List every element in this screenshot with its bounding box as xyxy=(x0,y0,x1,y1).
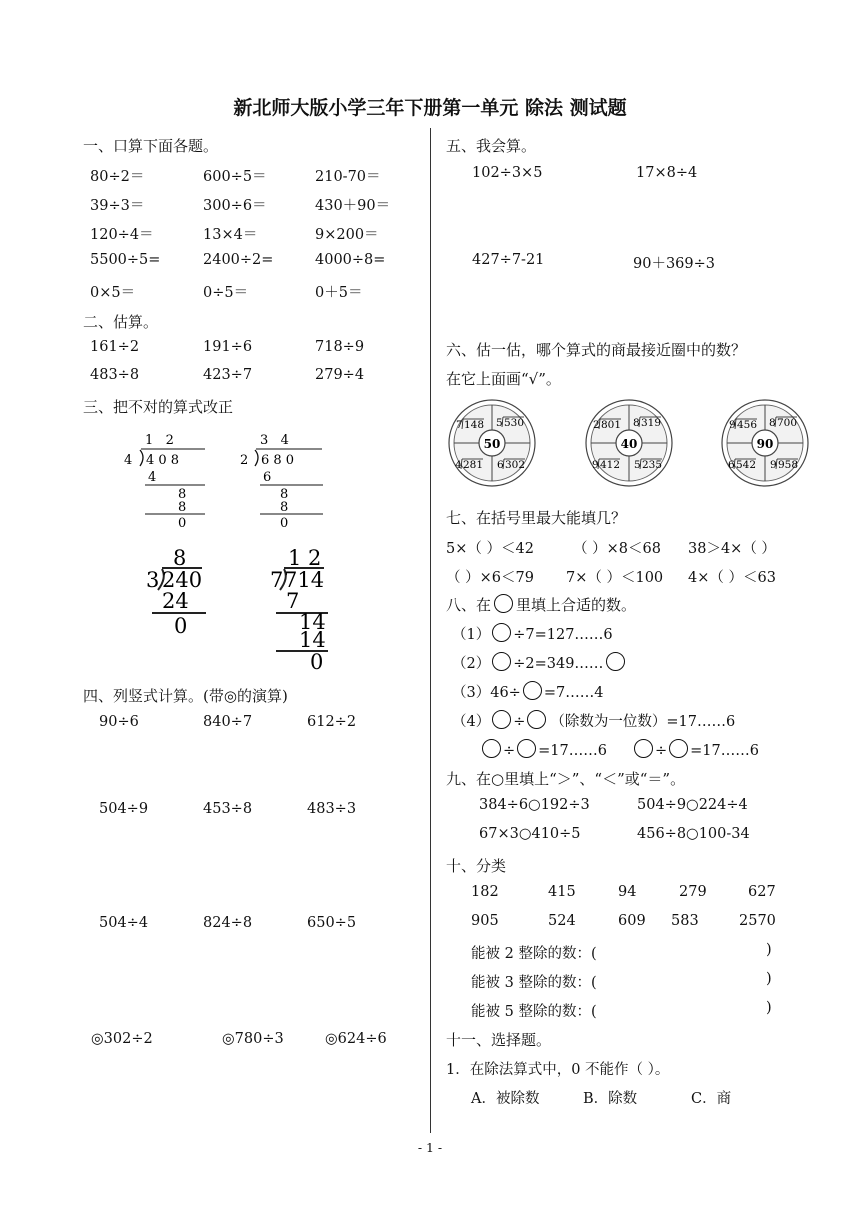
divisible-by-3-label: 能被 3 整除的数：( xyxy=(471,975,597,991)
expr: ÷7=127……6 xyxy=(513,627,613,643)
step-line-2: 0 xyxy=(174,614,188,635)
divisible-by-2-label: 能被 2 整除的数：( xyxy=(471,946,597,962)
blank-circle-icon[interactable] xyxy=(492,623,511,642)
expr: =7……4 xyxy=(543,685,604,701)
estimate-problem: 161÷2 xyxy=(90,339,140,355)
problem: 5500÷5= xyxy=(90,252,161,268)
step-line-2: 8 xyxy=(178,487,187,502)
step-line-4: 0 xyxy=(310,650,324,671)
estimate-problem: 423÷7 xyxy=(203,367,253,383)
blank-circle-icon[interactable] xyxy=(606,652,625,671)
blank-circle-icon[interactable] xyxy=(492,710,511,729)
dividend: 714 xyxy=(284,568,325,592)
vertical-calc-problem: ◎624÷6 xyxy=(325,1031,387,1047)
max-fill-problem: （ ）×6＜79 xyxy=(446,570,534,586)
number: 279 xyxy=(679,884,707,900)
number: 2570 xyxy=(739,913,776,929)
dividend: 412 xyxy=(600,459,621,471)
divisor: 7 xyxy=(456,419,463,431)
divisor: 6 xyxy=(728,459,735,471)
circle-fill-problem-1 xyxy=(452,623,613,644)
vertical-calc-problem: 483÷3 xyxy=(307,801,357,817)
vertical-calc-problem: 612÷2 xyxy=(307,714,357,730)
section-4-heading: 四、列竖式计算。(带◎的演算) xyxy=(83,687,288,705)
wheel-center-number: 90 xyxy=(756,437,774,451)
circle-fill-problem-5 xyxy=(482,739,607,759)
wheel-center-number: 40 xyxy=(620,437,638,451)
long-division-4 xyxy=(262,545,342,671)
expr: =17……6 xyxy=(538,743,607,759)
section-7-heading: 七、在括号里最大能填几？ xyxy=(446,509,627,527)
max-fill-problem: 5×（ ）＜42 xyxy=(446,541,534,557)
op: ÷ xyxy=(503,743,516,759)
number: 627 xyxy=(748,884,776,900)
max-fill-problem: 38＞4×（ ） xyxy=(688,541,776,557)
problem: 300÷6＝ xyxy=(203,198,267,214)
dividend: 542 xyxy=(736,459,757,471)
divisible-by-5-label: 能被 5 整除的数：( xyxy=(471,1004,597,1020)
circle-fill-problem-2 xyxy=(452,652,625,673)
vertical-calc-problem: 504÷9 xyxy=(99,801,149,817)
section-9-heading: 九、在○里填上“＞”、“＜”或“＝”。 xyxy=(446,770,686,788)
dividend: 6 8 0 xyxy=(261,453,295,468)
mixed-calc-problem: 427÷7-21 xyxy=(472,252,545,268)
heading-post: 里填上合适的数。 xyxy=(516,596,637,614)
page-number: - 1 - xyxy=(417,1140,443,1155)
blank-circle-icon[interactable] xyxy=(517,739,536,758)
number: 609 xyxy=(618,913,646,929)
vertical-calc-problem: 650÷5 xyxy=(307,915,357,931)
circle-fill-problem-6 xyxy=(634,739,759,759)
divisor: 4 xyxy=(455,459,462,471)
dividend: 235 xyxy=(642,459,663,471)
label: （3）46÷ xyxy=(452,685,521,701)
wheel-center-number: 50 xyxy=(483,437,501,451)
blank-circle-icon[interactable] xyxy=(523,681,542,700)
compare-problem: 504÷9○224÷4 xyxy=(637,797,748,813)
divisor: 9 xyxy=(729,419,736,431)
number: 182 xyxy=(471,884,499,900)
problem: 120÷4＝ xyxy=(90,227,154,243)
expr: （除数为一位数）=17……6 xyxy=(550,714,736,730)
section-1-heading: 一、口算下面各题。 xyxy=(83,137,219,155)
heading-pre: 八、在 xyxy=(446,596,492,614)
quotient: 1 2 xyxy=(288,546,322,570)
compare-problem: 67×3○410÷5 xyxy=(479,826,581,842)
mixed-calc-problem: 17×8÷4 xyxy=(636,165,698,181)
divisor: 8 xyxy=(769,417,776,429)
estimate-wheel-50 xyxy=(447,398,537,488)
divisor: 4 xyxy=(124,453,133,468)
step-line-1: 6 xyxy=(263,470,272,485)
section-11-heading: 十一、选择题。 xyxy=(446,1031,552,1049)
step-line-2: 14 xyxy=(299,610,326,634)
max-fill-problem: 4×（ ）＜63 xyxy=(688,570,776,586)
label: （4） xyxy=(452,714,491,730)
vertical-calc-problem: 824÷8 xyxy=(203,915,253,931)
dividend: 700 xyxy=(777,417,798,429)
blank-circle-icon[interactable] xyxy=(492,652,511,671)
max-fill-problem: 7×（ ）＜100 xyxy=(566,570,664,586)
label: （2） xyxy=(452,656,491,672)
circle-fill-problem-3 xyxy=(452,681,603,702)
estimate-wheel-40 xyxy=(584,398,674,488)
choice-question-1: 1．在除法算式中，0 不能作（ ）。 xyxy=(446,1062,670,1078)
step-line-4: 0 xyxy=(280,516,289,531)
step-line-1: 4 xyxy=(148,470,157,485)
vertical-calc-problem: 840÷7 xyxy=(203,714,253,730)
column-divider xyxy=(430,128,431,1133)
vertical-calc-problem: 90÷6 xyxy=(99,714,139,730)
quotient: 3 4 xyxy=(260,433,289,448)
blank-circle-icon xyxy=(494,594,513,613)
divisor: 2 xyxy=(240,453,249,468)
max-fill-problem: （ ）×8＜68 xyxy=(573,541,661,557)
estimate-problem: 718÷9 xyxy=(315,339,365,355)
mixed-calc-problem: 102÷3×5 xyxy=(472,165,543,181)
blank-circle-icon[interactable] xyxy=(634,739,653,758)
option-b[interactable]: B．除数 xyxy=(583,1091,638,1107)
dividend: 281 xyxy=(463,459,484,471)
number: 905 xyxy=(471,913,499,929)
step-line-1: 24 xyxy=(162,589,189,613)
option-a[interactable]: A．被除数 xyxy=(471,1091,540,1107)
divisor: 7 xyxy=(270,568,284,592)
step-line-3: 14 xyxy=(299,628,326,652)
dividend: 4 0 8 xyxy=(146,453,180,468)
divisible-by-5-answer-close: ) xyxy=(766,1000,772,1016)
number: 524 xyxy=(548,913,576,929)
problem: 0÷5＝ xyxy=(203,285,249,301)
problem: 4000÷8= xyxy=(315,252,386,268)
problem: 2400÷2= xyxy=(203,252,274,268)
problem: 430＋90＝ xyxy=(315,198,391,214)
section-6-heading-line1: 六、估一估，哪个算式的商最接近圈中的数？ xyxy=(446,341,747,359)
number: 94 xyxy=(618,884,637,900)
section-6-heading-line2: 在它上面画“√”。 xyxy=(446,370,561,388)
blank-circle-icon[interactable] xyxy=(669,739,688,758)
step-line-4: 0 xyxy=(178,516,187,531)
dividend: 240 xyxy=(162,568,203,592)
problem: 600÷5＝ xyxy=(203,169,267,185)
estimate-wheel-90 xyxy=(720,398,810,488)
dividend: 801 xyxy=(601,419,622,431)
divisor: 2 xyxy=(593,419,600,431)
page-title: 新北师大版小学三年下册第一单元 除法 测试题 xyxy=(233,97,627,119)
divisible-by-2-answer-close: ) xyxy=(766,942,772,958)
quotient: 8 xyxy=(173,546,187,570)
op: ÷ xyxy=(513,714,526,730)
estimate-problem: 483÷8 xyxy=(90,367,140,383)
step-line-3: 8 xyxy=(178,500,187,515)
dividend: 148 xyxy=(464,419,485,431)
vertical-calc-problem: 453÷8 xyxy=(203,801,253,817)
dividend: 319 xyxy=(641,417,662,429)
op: ÷ xyxy=(655,743,668,759)
long-division-1 xyxy=(115,428,215,533)
dividend: 958 xyxy=(778,459,799,471)
divisor: 9 xyxy=(592,459,599,471)
divisor: 6 xyxy=(497,459,504,471)
problem: 0×5＝ xyxy=(90,285,136,301)
label: （1） xyxy=(452,627,491,643)
problem: 80÷2＝ xyxy=(90,169,145,185)
divisor: 5 xyxy=(496,417,503,429)
expr: =17……6 xyxy=(690,743,759,759)
estimate-problem: 279÷4 xyxy=(315,367,365,383)
quotient: 1 2 xyxy=(145,433,174,448)
circle-fill-problem-4 xyxy=(452,710,735,731)
blank-circle-icon[interactable] xyxy=(527,710,546,729)
problem: 13×4＝ xyxy=(203,227,258,243)
problem: 39÷3＝ xyxy=(90,198,145,214)
problem: 9×200＝ xyxy=(315,227,379,243)
section-8-heading xyxy=(446,594,636,615)
expr: ÷2=349…… xyxy=(513,656,604,672)
dividend: 530 xyxy=(504,417,525,429)
compare-problem: 456÷8○100-34 xyxy=(637,826,750,842)
step-line-1: 7 xyxy=(286,589,300,613)
step-line-2: 8 xyxy=(280,487,289,502)
number: 415 xyxy=(548,884,576,900)
vertical-calc-problem: ◎780÷3 xyxy=(222,1031,284,1047)
vertical-calc-problem: 504÷4 xyxy=(99,915,149,931)
divisor: 3 xyxy=(146,568,160,592)
section-2-heading: 二、估算。 xyxy=(83,313,159,331)
dividend: 302 xyxy=(505,459,526,471)
divisor: 5 xyxy=(634,459,641,471)
step-line-3: 8 xyxy=(280,500,289,515)
problem: 210-70＝ xyxy=(315,169,381,185)
problem: 0＋5＝ xyxy=(315,285,363,301)
divisible-by-3-answer-close: ) xyxy=(766,971,772,987)
mixed-calc-problem: 90＋369÷3 xyxy=(633,256,716,272)
long-division-3 xyxy=(140,545,220,635)
section-5-heading: 五、我会算。 xyxy=(446,137,537,155)
divisor: 9 xyxy=(770,459,777,471)
section-3-heading: 三、把不对的算式改正 xyxy=(83,398,234,416)
dividend: 456 xyxy=(737,419,758,431)
estimate-problem: 191÷6 xyxy=(203,339,253,355)
compare-problem: 384÷6○192÷3 xyxy=(479,797,590,813)
option-c[interactable]: C．商 xyxy=(691,1091,732,1107)
number: 583 xyxy=(671,913,699,929)
section-10-heading: 十、分类 xyxy=(446,857,507,875)
divisor: 8 xyxy=(633,417,640,429)
blank-circle-icon[interactable] xyxy=(482,739,501,758)
vertical-calc-problem: ◎302÷2 xyxy=(91,1031,153,1047)
long-division-2 xyxy=(230,428,330,533)
